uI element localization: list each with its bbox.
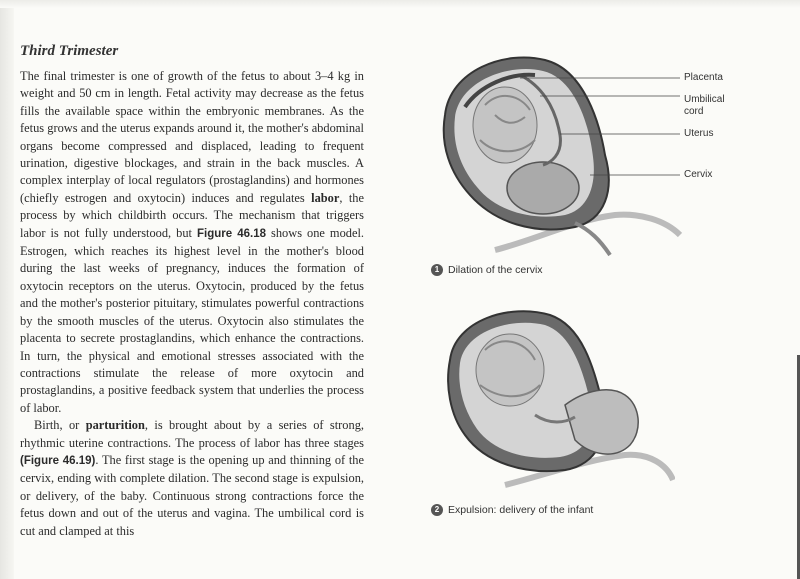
label-cervix: Cervix — [684, 169, 713, 180]
section-heading: Third Trimester — [20, 43, 119, 59]
text-run: . The first stage is the opening up and thinning of the cervix, ending with complete dilation. The second stage is expulsion, or delivery, of the baby. Continuous strong contractions force the fetus down and out of the uterus and vagina. The umbilical cord is cut and clamped at this — [20, 452, 364, 538]
text-run: Birth, or — [34, 418, 86, 433]
caption-text: Dilation of the cervix — [448, 264, 543, 276]
label-placenta: Placenta — [684, 72, 723, 83]
scan-binding-shadow — [0, 0, 14, 579]
text-run: shows one model. Estrogen, which reaches its highest level in the mother's blood during the last weeks of pregnancy, induces the formation of oxytocin receptors on the uterus. Oxytocin, produced by the fetus and the mother's posterior pituitary, stimulates powerful contractions by the smooth muscles of the uterus. Oxytocin also stimulates the placenta to secrete prostaglandins, which enhance the contractions. In turn, the physical and emotional stresses associated with the contractions stimulate the release of more oxytocin and prostaglandins, a positive feedback system that underlies the process of labor. — [20, 225, 364, 415]
text-run: , the process by which childbirth occurs. The mechanism that triggers labor is not fully understood, but — [20, 190, 364, 240]
label-umbilical-cord: Umbilical cord — [684, 94, 725, 117]
paragraph-2 — [20, 418, 364, 537]
text-run: , is brought about by a series of strong, rhythmic uterine contractions. The process of labor has three stages — [20, 418, 364, 450]
emphasis-term: Figure 46.18 — [197, 227, 267, 240]
emphasis-term: labor — [311, 190, 340, 205]
step-2-badge: 2 — [431, 504, 443, 516]
label-uterus: Uterus — [684, 128, 714, 139]
step-1-badge: 1 — [431, 264, 443, 276]
figure-1-leader-lines — [500, 70, 690, 185]
body-text — [20, 68, 364, 540]
paragraph-1 — [20, 69, 364, 415]
figure-expulsion-illustration — [425, 305, 675, 495]
text-run: The final trimester is one of growth of the fetus to about 3–4 kg in weight and 50 cm in length. Fetal activity may decrease as the fetus fills the available space within the embryonic membranes. As the fetus grows and the uterus expands around it, the mother's abdominal organs become compressed and displaced, leading to frequent urination, digestive blockages, and strain in the back muscles. A complex interplay of local regulators (prostaglandins) and hormones (chiefly estrogen and oxytocin) induces and regulates — [20, 69, 364, 205]
scan-top-shadow — [0, 0, 800, 8]
caption-text: Expulsion: delivery of the infant — [448, 504, 594, 516]
figure-1-caption — [431, 264, 543, 276]
figure-2-caption — [431, 504, 593, 516]
emphasis-term: (Figure 46.19) — [20, 454, 96, 467]
emphasis-term: parturition — [85, 418, 145, 433]
